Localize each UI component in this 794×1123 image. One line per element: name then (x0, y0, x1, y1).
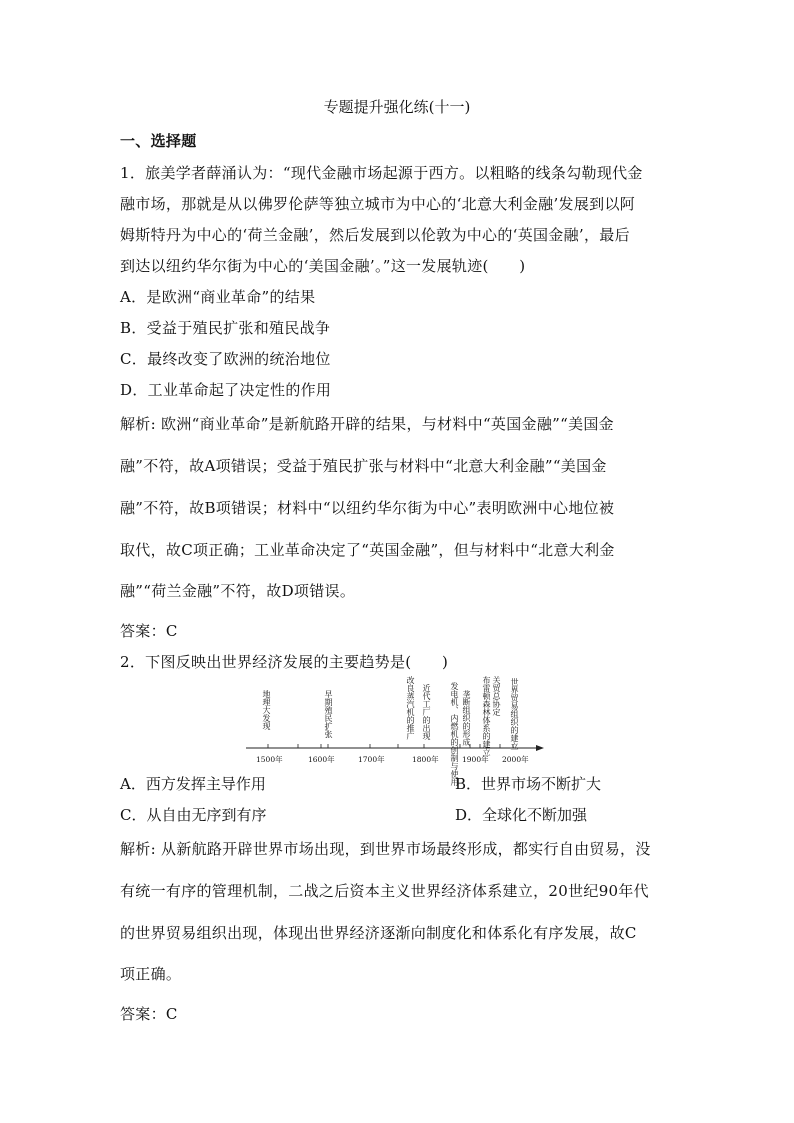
q1-analysis-line-4: 取代，故C项正确；工业革命决定了“英国金融”，但与材料中“北意大利金 (120, 541, 615, 559)
timeline-figure (238, 676, 548, 786)
year-label: 1600年 (308, 755, 335, 764)
q2-option-d: D．全球化不断加强 (455, 806, 588, 824)
q1-answer: 答案：C (120, 622, 178, 640)
timeline-event: 布雷顿森林体系的建立 (482, 676, 491, 756)
q2-analysis-line-4: 项正确。 (120, 965, 182, 983)
page-title: 专题提升强化练(十一) (323, 98, 471, 116)
year-label: 2000年 (502, 755, 529, 764)
q2-analysis-line-2: 有统一有序的管理机制，二战之后资本主义世界经济体系建立，20世纪90年代 (120, 882, 649, 900)
year-label: 1900年 (462, 755, 489, 764)
q1-analysis-line-2: 融”不符，故A项错误；受益于殖民扩张与材料中“北意大利金融”“美国金 (120, 457, 607, 475)
year-label: 1500年 (256, 755, 283, 764)
timeline-event: 近代工厂的出现 (422, 684, 431, 740)
q2-option-b: B．世界市场不断扩大 (455, 775, 602, 793)
timeline-event: 早期殖民扩张 (324, 690, 333, 738)
timeline-event: 发电机、内燃机的创制与使用 (450, 682, 459, 786)
q1-option-d: D．工业革命起了决定性的作用 (120, 381, 332, 399)
q1-analysis-line-3: 融”不符，故B项错误；材料中“以纽约华尔街为中心”表明欧洲中心地位被 (120, 499, 615, 517)
timeline-event: 垄断组织的形成 (462, 690, 471, 746)
timeline-event: 改良蒸汽机的推广 (406, 676, 415, 740)
q1-option-c: C．最终改变了欧洲的统治地位 (120, 350, 331, 368)
q1-option-a: A．是欧洲“商业革命”的结果 (120, 288, 316, 306)
q1-analysis-line-1: 解析: 欧洲“商业革命”是新航路开辟的结果，与材料中“英国金融”“美国金 (120, 415, 614, 433)
section-heading: 一、选择题 (120, 132, 197, 150)
q2-analysis-line-1: 解析: 从新航路开辟世界市场出现，到世界市场最终形成，都实行自由贸易，没 (120, 840, 651, 858)
timeline-event: 地理大发现 (262, 690, 271, 730)
q2-answer: 答案：C (120, 1005, 178, 1023)
q1-stem-line-4: 到达以纽约华尔街为中心的‘美国金融’。”这一发展轨迹( ) (120, 257, 526, 275)
timeline-event: 关贸总协定 (492, 676, 501, 716)
q2-option-a: A．西方发挥主导作用 (120, 775, 266, 793)
q1-analysis-line-5: 融”“荷兰金融”不符，故D项错误。 (120, 582, 356, 600)
q1-option-b: B．受益于殖民扩张和殖民战争 (120, 319, 331, 337)
q1-stem-line-2: 融市场，那就是从以佛罗伦萨等独立城市为中心的‘北意大利金融’发展到以阿 (120, 195, 636, 213)
q2-analysis-line-3: 的世界贸易组织出现，体现出世界经济逐渐向制度化和体系化有序发展，故C (120, 924, 637, 942)
q2-option-c: C．从自由无序到有序 (120, 806, 267, 824)
q1-stem-line-3: 姆斯特丹为中心的‘荷兰金融’，然后发展到以伦敦为中心的‘英国金融’，最后 (120, 226, 630, 244)
q1-stem-line-1: 1．旅美学者薛涌认为：“现代金融市场起源于西方。以粗略的线条勾勒现代金 (120, 164, 643, 182)
q2-stem: 2．下图反映出世界经济发展的主要趋势是( ) (120, 653, 449, 671)
year-label: 1800年 (412, 755, 439, 764)
year-label: 1700年 (358, 755, 385, 764)
timeline-event: 世界贸易组织的建立 (510, 678, 519, 750)
